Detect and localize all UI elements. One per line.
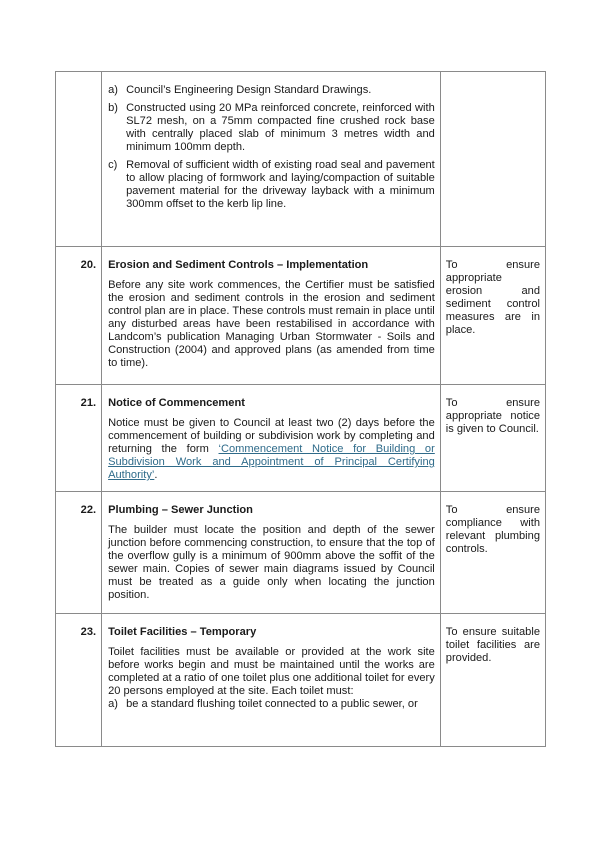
- condition-number: 21.: [56, 385, 102, 492]
- condition-text: Toilet facilities must be available or provided at the work site before works begin and must be maintained until the works are completed at a ratio of one toilet plus one additional toilet for every 20 persons employed at the site. Each toilet must:: [108, 646, 435, 697]
- condition-sublist: [108, 698, 435, 711]
- condition-sublist: [108, 84, 435, 211]
- condition-body-cell: [102, 72, 441, 247]
- table-row: [56, 614, 546, 747]
- condition-body-cell: [102, 614, 441, 747]
- condition-number-cell: [56, 72, 102, 247]
- table-row: [56, 385, 546, 492]
- condition-body-cell: [102, 247, 441, 385]
- condition-number: 23.: [56, 614, 102, 747]
- commencement-notice-form-link[interactable]: ‘Commencement Notice for Building or Subdivision Work and Appointment of Principal Certifying Authority’: [108, 443, 435, 481]
- condition-reason: To ensure compliance with relevant plumbing controls.: [440, 492, 545, 614]
- table-row: [56, 72, 546, 247]
- condition-reason-cell: [440, 72, 545, 247]
- condition-title: Notice of Commencement: [108, 397, 245, 409]
- condition-reason: To ensure appropriate erosion and sediment control measures are in place.: [440, 247, 545, 385]
- condition-title: Erosion and Sediment Controls – Implementation: [108, 259, 369, 271]
- condition-number: 20.: [56, 247, 102, 385]
- condition-number: 22.: [56, 492, 102, 614]
- table-row: [56, 247, 546, 385]
- conditions-table: [55, 71, 546, 747]
- condition-body-cell: [102, 385, 441, 492]
- list-item: b) Constructed using 20 MPa reinforced concrete, reinforced with SL72 mesh, on a 75mm compacted fine crushed rock base with centrally placed slab of minimum 3 metres width and minimum 100mm depth.: [108, 102, 435, 153]
- condition-text: The builder must locate the position and depth of the sewer junction before commencing construction, to ensure that the top of the overflow gully is a minimum of 900mm above the soffit of the sewer main. Copies of sewer main diagrams issued by Council must be treated as a guide only when locating the junction position.: [108, 524, 435, 601]
- condition-title: Plumbing – Sewer Junction: [108, 504, 253, 516]
- condition-reason: To ensure suitable toilet facilities are provided.: [440, 614, 545, 747]
- condition-text: Before any site work commences, the Certifier must be satisfied the erosion and sediment controls in the erosion and sediment control plan are in place. These controls must remain in place until any disturbed areas have been restabilised in accordance with Landcom’s publication Managing Urban Stormwater - Soils and Construction (2004) and approved plans (as amended from time to time).: [108, 279, 435, 369]
- table-row: [56, 492, 546, 614]
- condition-reason: To ensure appropriate notice is given to Council.: [440, 385, 545, 492]
- condition-body-cell: [102, 492, 441, 614]
- list-item: a) Council’s Engineering Design Standard Drawings.: [108, 84, 372, 96]
- list-item: c) Removal of sufficient width of existing road seal and pavement to allow placing of formwork and laying/compaction of suitable pavement material for the driveway layback with a minimum 300mm offset to the kerb lip line.: [108, 159, 435, 210]
- list-item: a) be a standard flushing toilet connected to a public sewer, or: [108, 698, 418, 710]
- condition-title: Toilet Facilities – Temporary: [108, 626, 257, 638]
- condition-text: Notice must be given to Council at least two (2) days before the commencement of building or subdivision work by completing and returning the form ‘Commencement Notice for Building or Subdivision Work and Appointment of Principal Certifying Authority’.: [108, 417, 435, 481]
